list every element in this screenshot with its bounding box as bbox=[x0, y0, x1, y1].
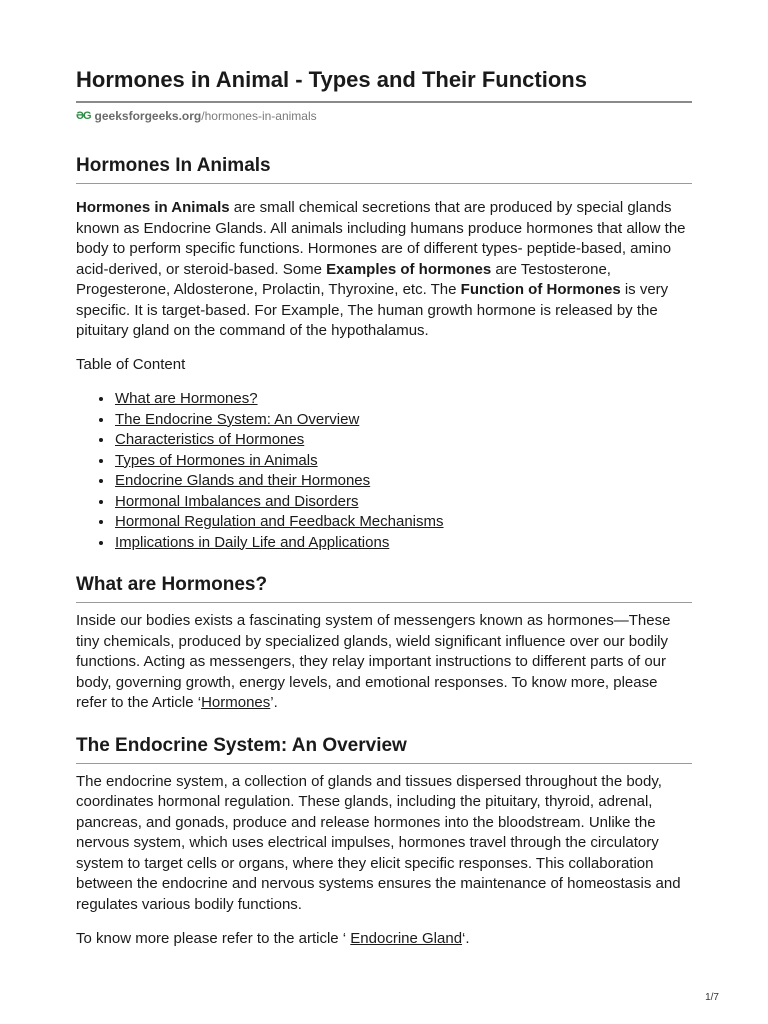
toc-item bbox=[114, 410, 692, 431]
toc-item bbox=[114, 533, 692, 554]
toc-link-implications[interactable]: Implications in Daily Life and Applications bbox=[115, 533, 390, 551]
toc-link-regulation[interactable]: Hormonal Regulation and Feedback Mechanisms bbox=[115, 513, 444, 530]
hormones-article-link[interactable]: Hormones bbox=[201, 694, 271, 711]
source-domain[interactable]: geeksforgeeks.org bbox=[94, 109, 202, 123]
toc-item bbox=[114, 471, 692, 492]
geeksforgeeks-logo-icon: ƏG bbox=[76, 110, 91, 122]
bold-term: Examples of hormones bbox=[326, 260, 492, 278]
paragraph-text: To know more please refer to the article ‘ bbox=[76, 930, 351, 947]
toc-link-what-are-hormones[interactable]: What are Hormones? bbox=[115, 390, 258, 407]
paragraph-text: ’. bbox=[270, 694, 278, 711]
toc-link-characteristics[interactable]: Characteristics of Hormones bbox=[115, 431, 305, 448]
toc-item bbox=[114, 430, 692, 451]
toc-label: Table of Content bbox=[76, 355, 186, 373]
section-heading-what-are-hormones: What are Hormones? bbox=[76, 573, 692, 603]
toc-link-endocrine-system[interactable]: The Endocrine System: An Overview bbox=[115, 410, 360, 428]
source-path[interactable]: /hormones-in-animals bbox=[201, 109, 317, 123]
toc-link-types[interactable]: Types of Hormones in Animals bbox=[115, 451, 318, 469]
paragraph-text: Inside our bodies exists a fascinating system of messengers known as hormones—These tiny chemicals, produced by specialized glands, wield significant influence over our bodily functions. Acting as messengers, they relay important instructions to different parts of our body, governing growth, energy levels, and emotional responses. To know more, please refer to the Article ‘ bbox=[76, 612, 671, 711]
paragraph-text: are small chemical secretions that are produced by special glands known as Endocrine Glands. All animals including humans produce hormones that allow the body to perform specific functions. Hormones are of different types- peptide-based, amino acid-derived, or steroid-based. Some bbox=[76, 199, 686, 278]
page-number: 1/7 bbox=[705, 992, 719, 1003]
what-are-hormones-paragraph bbox=[76, 611, 692, 714]
endocrine-system-paragraph: The endocrine system, a collection of glands and tissues dispersed throughout the body, coordinates hormonal regulation. These glands, including the pituitary, thyroid, adrenal, pancreas, and gonads, produce and release hormones into the bloodstream. Unlike the nervous system, which uses electrical impulses, hormones travel through the circulatory system to target cells or organs, where they elicit specific responses. This collaboration between the endocrine and nervous systems ensures the maintenance of homeostasis and regulates various bodily functions. bbox=[76, 772, 681, 913]
page-title: Hormones in Animal - Types and Their Functions bbox=[76, 66, 692, 103]
endocrine-refer-paragraph bbox=[76, 929, 692, 950]
paragraph-text: are Testosterone, Progesterone, Aldosterone, Prolactin, Thyroxine, etc. The bbox=[76, 260, 611, 298]
toc-link-imbalances[interactable]: Hormonal Imbalances and Disorders bbox=[115, 492, 359, 510]
toc-item bbox=[114, 451, 692, 472]
document-page bbox=[76, 0, 692, 950]
table-of-contents bbox=[76, 389, 692, 553]
section-heading-endocrine-system: The Endocrine System: An Overview bbox=[76, 734, 692, 764]
paragraph-text: ‘. bbox=[462, 930, 470, 947]
toc-item bbox=[114, 512, 692, 533]
bold-term: Hormones in Animals bbox=[76, 199, 230, 216]
section-heading-hormones-in-animals: Hormones In Animals bbox=[76, 154, 692, 184]
paragraph-text: is very specific. It is target-based. For Example, The human growth hormone is released by the pituitary gland on the command of the hypothalamus. bbox=[76, 281, 669, 339]
source-line bbox=[76, 108, 692, 124]
toc-item bbox=[114, 389, 692, 410]
intro-paragraph bbox=[76, 198, 692, 342]
bold-term: Function of Hormones bbox=[460, 281, 621, 298]
endocrine-gland-article-link[interactable]: Endocrine Gland bbox=[350, 930, 463, 947]
toc-item bbox=[114, 492, 692, 513]
toc-link-endocrine-glands[interactable]: Endocrine Glands and their Hormones bbox=[115, 472, 371, 489]
